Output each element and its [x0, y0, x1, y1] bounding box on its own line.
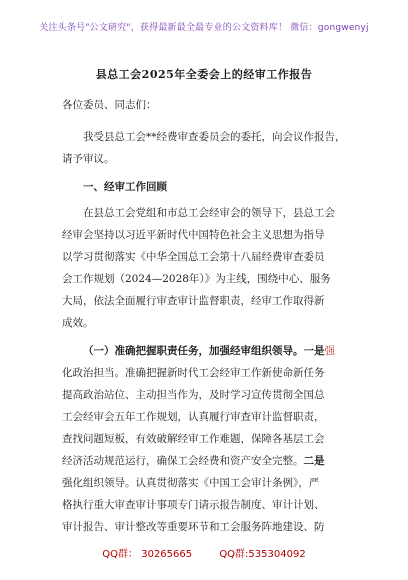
document-title: 县总工会2025年全委会上的经审工作报告: [95, 68, 313, 81]
section-heading-1: 一、经审工作回顾: [83, 181, 167, 193]
para-line: 在县总工会党组和市总工会经审会的领导下，县总工会: [83, 207, 335, 219]
footer-qq-1: QQ群： 30265665: [102, 549, 193, 560]
para-line-with-lead: [62, 450, 362, 472]
footer-contact: [0, 545, 408, 560]
document-body: [62, 94, 362, 538]
footer-qq-2: QQ群:535304092: [219, 549, 306, 560]
para-line: 成效。: [62, 317, 94, 329]
para-line: 化政治担当。准确把握新时代工会经审工作新使命新任务: [62, 367, 325, 379]
subsection-heading-1: [62, 340, 362, 362]
intro-line-1: 我受县总工会**经费审查委员会的委托，向会议作报告，: [83, 131, 346, 143]
para-line: 审计报告、审计整改等重要环节和工会服务阵地建设、防: [62, 521, 325, 533]
para-line: 以学习贯彻落实《中华全国总工会第十八届经费审查委员: [62, 251, 325, 263]
para-line: 工会经审会五年工作规划，认真履行审查审计监督职责，: [62, 411, 325, 423]
para-line: 强化组织领导。认真贯彻落实《中国工会审计条例》，严: [62, 477, 320, 489]
para-line: 经审会坚持以习近平新时代中国特色社会主义思想为指导: [62, 229, 325, 241]
para-line: 提高政治站位、主动担当作为，及时学习宣传贯彻全国总: [62, 389, 325, 401]
para-line: 查找问题短板，有效破解经审工作难题，保障各基层工会: [62, 433, 325, 445]
subsection-title: （一）准确把握职责任务，加强经审组织领导。: [83, 345, 304, 357]
header-banner: 关注头条号"公文研究"，获得最新最全最专业的公文资料库！ 微信：gongwenyj: [39, 23, 369, 33]
second-lead-marker: 二是: [303, 455, 325, 467]
para-text: 经济活动规范运行，确保工会经费和资产安全完整。: [62, 455, 304, 467]
salutation: 各位委员、同志们：: [62, 99, 157, 111]
para-line: 会工作规划（2024—2028年）》为主线，围绕中心、服务: [62, 273, 331, 285]
intro-line-2: 请予审议。: [62, 153, 115, 165]
para-line: 大局，依法全面履行审查审计监督职责，经审工作取得新: [62, 295, 325, 307]
lead-continuation: 强: [324, 345, 335, 357]
lead-marker: 一是: [303, 345, 325, 357]
para-line: 格执行重大审查审计事项专门请示报告制度、审计计划、: [62, 499, 325, 511]
